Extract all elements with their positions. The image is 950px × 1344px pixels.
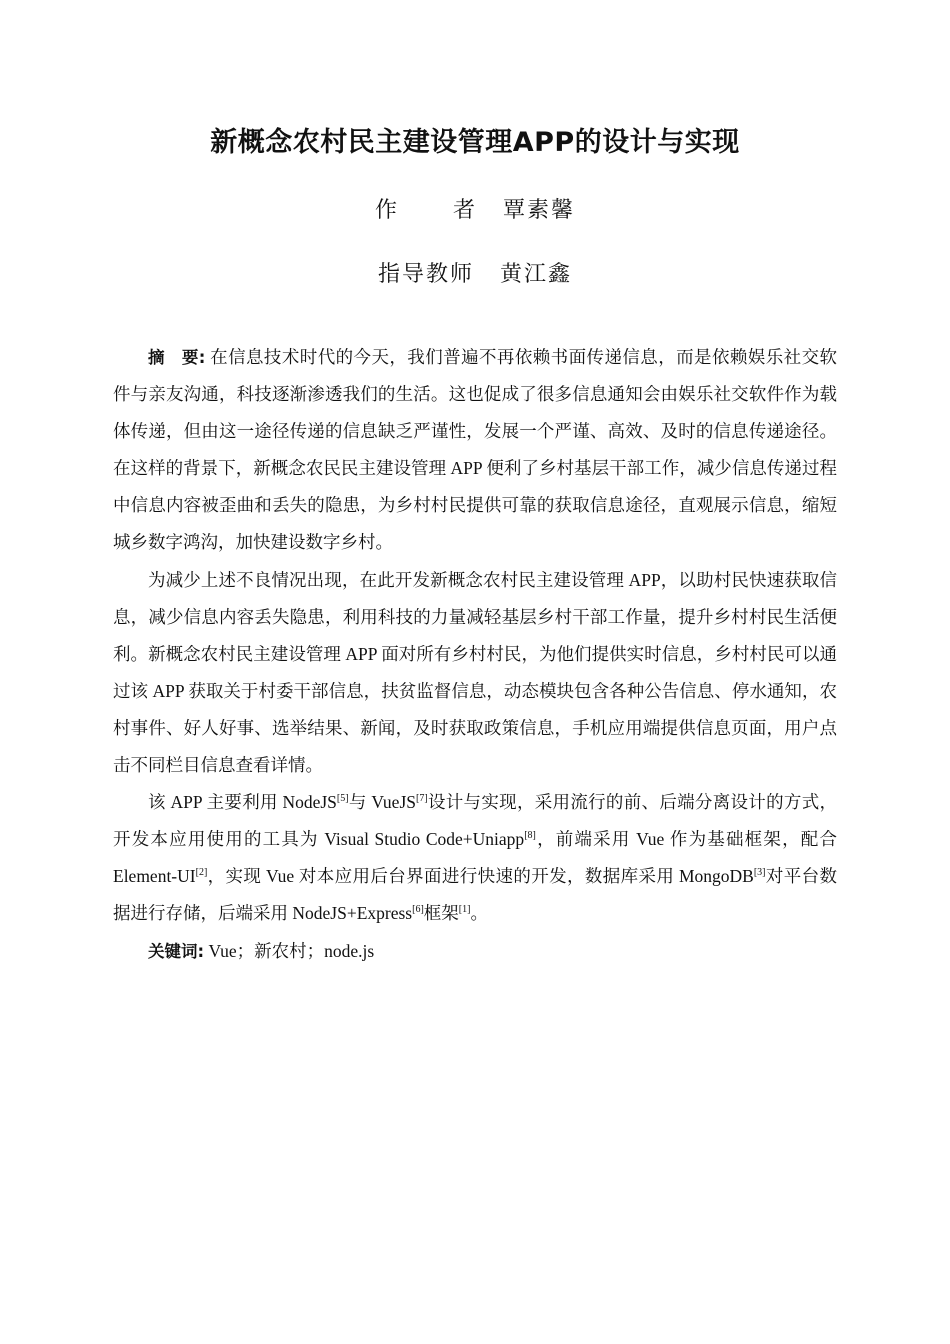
citation-7: [7] [416, 793, 428, 805]
p3-text-7: 框架 [423, 903, 459, 924]
p3-text-3: 设计与实现，采用流行的前、后端分离设计的方式，开发本应用使用的工具为 Visual Studio Code+Uniapp [113, 792, 837, 850]
abstract-label: 摘 要: [148, 348, 206, 367]
author-label-char-2: 者 [452, 198, 477, 223]
citation-5: [5] [336, 793, 349, 805]
citation-6: [6] [412, 904, 424, 916]
keywords-line [113, 933, 837, 970]
citation-3: [3] [753, 867, 766, 879]
p3-text-2: 与 VueJS [348, 792, 416, 813]
keywords-label: 关键词: [148, 941, 205, 961]
abstract-section [113, 339, 837, 970]
abstract-paragraph-2: 为减少上述不良情况出现，在此开发新概念农村民主建设管理 APP，以助村民快速获取信息，减少信息内容丢失隐患，利用科技的力量减轻基层乡村干部工作量，提升乡村村民生活便利。新概念农村民主建设管理 APP 面对所有乡村村民，为他们提供实时信息，乡村村民可以通过该 APP 获取关于村委干部信息，扶贫监督信息，动态模块包含各种公告信息、停水通知，农村事件、好人好事、选举结果、新闻，及时获取政策信息，手机应用端提供信息页面，用户点击不同栏目信息查看详情。 [113, 569, 837, 776]
abstract-paragraph-3 [113, 784, 837, 932]
p3-text-6: 对平台数据进行存储，后端采用 NodeJS+Express [113, 866, 837, 924]
author-name: 覃素馨 [503, 198, 576, 223]
author-line [0, 193, 950, 224]
p3-text-1: 该 APP 主要利用 NodeJS [148, 792, 337, 813]
citation-2: [2] [195, 867, 208, 879]
abstract-paragraph-1 [113, 339, 837, 562]
author-label-char-1: 作 [374, 198, 399, 223]
paper-title: 新概念农村民主建设管理APP的设计与实现 [210, 127, 740, 158]
citation-1: [1] [458, 904, 471, 916]
p3-text-5: ，实现 Vue 对本应用后台界面进行快速的开发，数据库采用 MongoDB [207, 866, 754, 887]
advisor-label: 指导教师 [377, 262, 474, 287]
advisor-name: 黄江鑫 [500, 262, 573, 287]
citation-8: [8] [524, 830, 536, 842]
p3-text-4: ，前端采用 Vue 作为基础框架，配合 Element-UI [113, 829, 838, 887]
advisor-line [0, 257, 950, 288]
abstract-paragraph-1-text: 在信息技术时代的今天，我们普遍不再依赖书面传递信息，而是依赖娱乐社交软件与亲友沟通，科技逐渐渗透我们的生活。这也促成了很多信息通知会由娱乐社交软件作为载体传递，但由这一途径传递的信息缺乏严谨性，发展一个严谨、高效、及时的信息传递途径。在这样的背景下，新概念农民民主建设管理 APP 便利了乡村基层干部工作，减少信息传递过程中信息内容被歪曲和丢失的隐患，为乡村村民提供可靠的获取信息途径，直观展示信息，缩短城乡数字鸿沟，加快建设数字乡村。 [113, 347, 837, 553]
p3-text-8: 。 [470, 903, 488, 924]
keywords-text: Vue；新农村；node.js [208, 940, 375, 961]
